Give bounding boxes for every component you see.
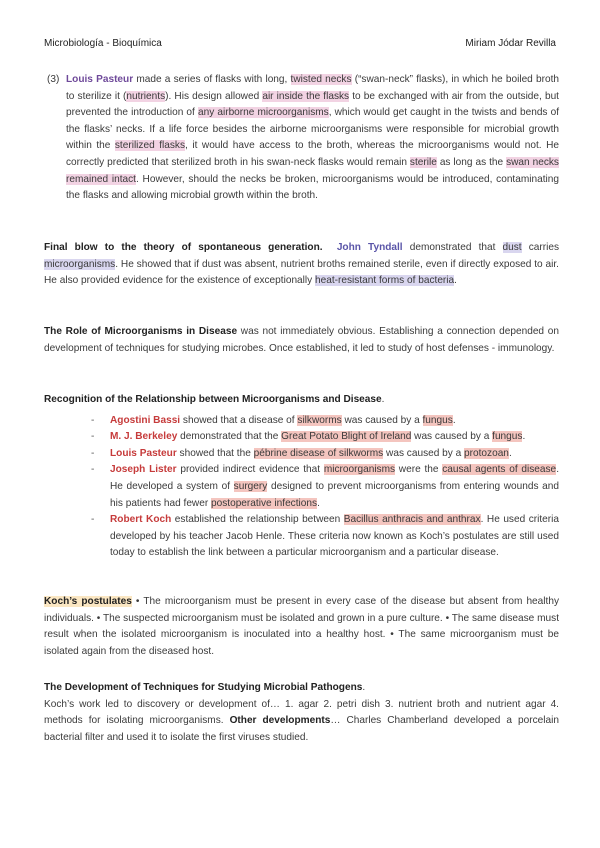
heading-text: The Development of Techniques for Studying Microbial Pathogens [44, 682, 363, 693]
highlight: postoperative infections [211, 497, 318, 509]
dash: - [91, 447, 95, 459]
text: showed that the [176, 447, 254, 459]
item-number: (3) [47, 74, 60, 85]
list-item [91, 462, 559, 512]
heading-text: Recognition of the Relationship between Microorganisms and Disease [44, 394, 382, 405]
text: designed to prevent microorganisms from entering wounds and his patients had fewer [110, 480, 559, 509]
dash: - [91, 414, 95, 426]
text: . [508, 447, 512, 459]
text: (“swan-neck” flasks), in which he boiled broth to sterilize it ( [66, 74, 560, 102]
bold-lead: Final blow to the theory of spontaneous generation. [44, 242, 323, 253]
header-subject: Microbiología - Bioquímica [44, 38, 162, 49]
scientist-name: M. J. Berkeley [110, 431, 178, 443]
highlight: sterilized flasks [114, 140, 186, 152]
text: were the [395, 464, 443, 476]
dash: - [91, 464, 95, 476]
dash: - [91, 514, 95, 526]
dash: - [91, 431, 95, 443]
text: , which would get caught in the twists and bends of the flasks’ necks. If a life force besides the airborne microorganisms were responsible for microbial growth within the [66, 107, 560, 152]
techniques-body [44, 697, 559, 747]
highlight: causal agents of disease [442, 464, 557, 476]
scientist-name: Louis Pasteur [110, 447, 177, 459]
heading-dot: . [381, 394, 385, 405]
text: . [454, 275, 457, 287]
highlight: Bacillus anthracis and anthrax [343, 514, 481, 526]
list-item [91, 446, 559, 463]
scientist-name: Louis Pasteur [66, 74, 134, 85]
text: . However, should the necks be broken, microorganisms would be introduced, contaminating the flasks and allowing microbial growth within the broth. [66, 173, 559, 202]
text: . [452, 414, 456, 426]
highlight: any airborne microorganisms [197, 107, 329, 119]
highlight: dust [502, 242, 522, 253]
text: … Charles Chamberland developed a porcelain bacterial filter and used it to isolate the first viruses studied. [44, 715, 559, 743]
highlight: air inside the flasks [262, 90, 350, 102]
text: demonstrated that [402, 242, 503, 253]
koch-postulates-paragraph [44, 594, 559, 660]
text: made a series of flasks with long, [133, 74, 291, 85]
text: was caused by a [341, 414, 423, 426]
text: • The microorganism must be present in every case of the disease but absent from healthy individuals. • The suspected microorganism must be isolated and grown in a pure culture. • The same disease must result when the isolated microorganism is inoculated into a healthy host. • The same microorganism must be isolated again from the diseased host. [44, 596, 559, 657]
bold-lead: Other developments [229, 715, 331, 727]
text: , it would have access to the broth, whereas the microorganisms would not. He correctly predicted that sterilized broth in his swan-neck flasks would remain [66, 140, 560, 168]
scientist-name: Joseph Lister [110, 464, 177, 476]
scientist-name: John Tyndall [336, 242, 403, 253]
recognition-section [44, 392, 559, 562]
heading-dot: . [362, 682, 366, 693]
highlight: twisted necks [290, 74, 352, 85]
section-heading [44, 680, 559, 697]
text: . [317, 497, 320, 509]
highlight: heat-resistant forms of bacteria [315, 275, 455, 287]
highlight: Koch’s postulates [44, 596, 132, 607]
role-paragraph [44, 324, 559, 357]
list-item [91, 429, 559, 446]
highlight: nutrients [126, 90, 166, 102]
text: Koch’s work led to discovery or development of… 1. agar 2. petri dish 3. nutrient broth and nutrient agar 4. methods for isolating microorganisms. [44, 698, 559, 727]
highlight: pébrine disease of silkworms [253, 447, 384, 459]
highlight: sterile [409, 156, 437, 168]
text: . He developed a system of [110, 464, 559, 492]
highlight: fungus [492, 431, 523, 443]
text: . He used criteria developed by his teacher Jacob Henle. These criteria now known as Koch’s postulates are still used today to establish the link between a particular microorganism and a particular disease. [110, 514, 560, 559]
text: was caused by a [411, 431, 493, 443]
highlight: silkworms [297, 414, 342, 426]
highlight: microorganisms [323, 464, 396, 476]
text: demonstrated that the [177, 431, 282, 443]
highlight: fungus [422, 414, 453, 426]
header-author: Miriam Jódar Revilla [465, 38, 556, 49]
list-item [91, 512, 560, 562]
scientist-name: Agostini Bassi [110, 414, 181, 426]
pasteur-paragraph [47, 72, 560, 205]
bold-lead: The Role of Microorganisms in Disease [44, 326, 238, 337]
text: established the relationship between [171, 514, 344, 526]
text: was caused by a [383, 447, 465, 459]
text: . He showed that if dust was absent, nutrient broths remained sterile, even if directly exposed to air. He also provided evidence for the existence of exceptionally [44, 258, 559, 287]
text: carries [521, 242, 560, 253]
text: was not immediately obvious. Establishing a connection depended on development of techniques for studying microbes. Once established, it led to study of host defenses - immunology. [44, 326, 559, 354]
tyndall-paragraph [44, 240, 559, 290]
text: provided indirect evidence that [176, 464, 324, 476]
text: ). His design allowed [165, 90, 263, 102]
techniques-section [44, 680, 559, 746]
text: as long as the [436, 156, 507, 168]
text: . [522, 431, 526, 443]
list-item [91, 413, 559, 430]
section-heading [44, 392, 559, 409]
recognition-list [44, 413, 559, 562]
highlight: surgery [233, 480, 268, 492]
highlight: protozoan [464, 447, 509, 459]
text: showed that a disease of [180, 414, 298, 426]
text: to be exchanged with air from the outside, but prevented the introduction of [66, 90, 559, 119]
highlight: Great Potato Blight of Ireland [281, 431, 412, 443]
highlight: microorganisms [44, 258, 116, 270]
scientist-name: Robert Koch [110, 514, 172, 526]
highlight: swan necks remained intact [66, 156, 559, 185]
